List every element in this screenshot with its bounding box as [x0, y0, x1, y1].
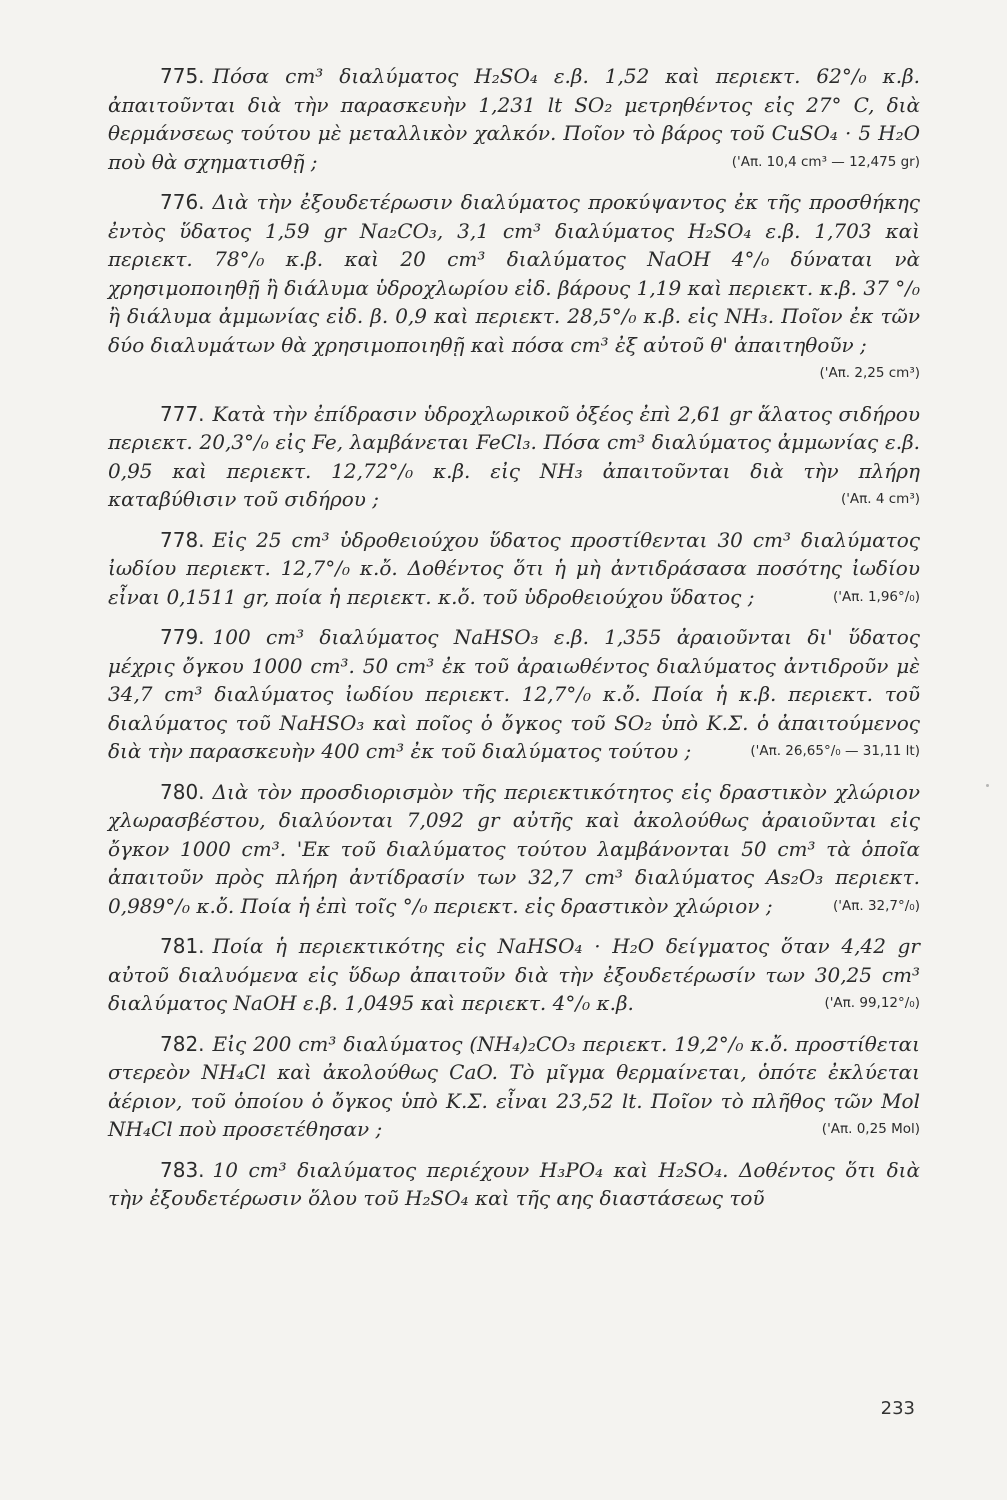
problem-text: Εἰς 200 cm³ διαλύματος (NH₄)₂CO₃ περιεκτ. 19,2°/₀ κ.ὄ. προστίθεται στερεὸν NH₄Cl καὶ ἀκολούθως CaO. Τὸ μῖγμα θερμαίνεται, ὁπότε ἐκλύεται ἀέριον, τοῦ ὁποίου ὁ ὄγκος ὑπὸ Κ.Σ. εἶναι 23,52 lt. Ποῖον τὸ πλῆθος τῶν Mol NH₄Cl ποὺ προσετέθησαν ;	[108, 1031, 920, 1141]
problem-answer: ('Απ. 32,7°/₀)	[833, 897, 920, 914]
problem-answer: ('Απ. 4 cm³)	[840, 491, 920, 507]
problem-number: 777.	[160, 401, 205, 426]
problem-text: Εἰς 25 cm³ ὑδροθειούχου ὕδατος προστίθενται 30 cm³ διαλύματος ἰωδίου περιεκτ. 12,7°/₀ κ.ὄ. Δοθέντος ὅτι ἡ μὴ ἀντιδράσασα ποσότης ἰωδίου εἶναι 0,1511 gr, ποία ἡ περιεκτ. κ.ὄ. τοῦ ὑδροθειούχου ὕδατος ;	[108, 527, 920, 609]
problem-778	[108, 526, 920, 612]
problem-number: 776.	[160, 190, 205, 214]
problem-number: 782.	[160, 1031, 205, 1056]
problem-number: 775.	[160, 64, 205, 88]
page-number: 233	[880, 1398, 915, 1419]
problem-number: 781.	[160, 934, 205, 958]
problem-782	[108, 1030, 920, 1144]
problems-list	[108, 62, 920, 1225]
problem-answer: ('Απ. 1,96°/₀)	[833, 588, 920, 605]
problem-answer: ('Απ. 0,25 Mol)	[821, 1121, 920, 1137]
problem-text: Κατὰ τὴν ἐπίδρασιν ὑδροχλωρικοῦ ὀξέος ἐπὶ 2,61 gr ἅλατος σιδήρου περιεκτ. 20,3°/₀ εἰς Fe, λαμβάνεται FeCl₃. Πόσα cm³ διαλύματος ἀμμωνίας ε.β. 0,95 καὶ περιεκτ. 12,72°/₀ κ.β. εἰς NH₃ ἀπαιτοῦνται διὰ τὴν πλήρη καταβύθισιν τοῦ σιδήρου ;	[108, 401, 920, 511]
problem-text: 10 cm³ διαλύματος περιέχουν H₃PO₄ καὶ H₂SO₄. Δοθέντος ὅτι διὰ τὴν ἐξουδετέρωσιν ὅλου τοῦ H₂SO₄ καὶ τῆς αης διαστάσεως τοῦ	[108, 1157, 920, 1210]
problem-776	[108, 188, 920, 388]
problem-answer: ('Απ. 10,4 cm³ — 12,475 gr)	[731, 153, 920, 170]
problem-text: Ποία ἡ περιεκτικότης εἰς NaHSO₄ · H₂O δείγματος ὅταν 4,42 gr αὐτοῦ διαλυόμενα εἰς ὕδωρ ἀπαιτοῦν διὰ τὴν ἐξουδετέρωσίν των 30,25 cm³ διαλύματος NaOH ε.β. 1,0495 καὶ περιεκτ. 4°/₀ κ.β.	[108, 934, 920, 1015]
problem-number: 783.	[160, 1157, 205, 1182]
problem-text: 100 cm³ διαλύματος NaHSO₃ ε.β. 1,355 ἀραιοῦνται δι' ὕδατος μέχρις ὄγκου 1000 cm³. 50 cm³ ἐκ τοῦ ἀραιωθέντος διαλύματος ἀντιδροῦν μὲ 34,7 cm³ διαλύματος ἰωδίου περιεκτ. 12,7°/₀ κ.ὄ. Ποία ἡ κ.β. περιεκτ. τοῦ διαλύματος τοῦ NaHSO₃ καὶ ποῖος ὁ ὄγκος τοῦ SO₂ ὑπὸ Κ.Σ. ὁ ἀπαιτούμενος διὰ τὴν παρασκευὴν 400 cm³ ἐκ τοῦ διαλύματος τούτου ;	[108, 625, 920, 763]
problem-text: Διὰ τὴν ἐξουδετέρωσιν διαλύματος προκύψαντος ἐκ τῆς προσθήκης ἐντὸς ὕδατος 1,59 gr Na₂CO₃, 3,1 cm³ διαλύματος H₂SO₄ ε.β. 1,703 καὶ περιεκτ. 78°/₀ κ.β. καὶ 20 cm³ διαλύματος NaOH 4°/₀ δύναται νὰ χρησιμοποιηθῇ ἢ διάλυμα ὑδροχλωρίου εἰδ. βάρους 1,19 καὶ περιεκτ. κ.β. 37 °/₀ ἢ διάλυμα ἀμμωνίας εἰδ. β. 0,9 καὶ περιεκτ. 28,5°/₀ κ.β. εἰς NH₃. Ποῖον ἐκ τῶν δύο διαλυμάτων θὰ χρησιμοποιηθῇ καὶ πόσα cm³ ἐξ αὐτοῦ θ' ἀπαιτηθοῦν ;	[108, 190, 920, 357]
problem-answer: ('Απ. 2,25 cm³)	[819, 365, 920, 381]
problem-answer: ('Απ. 99,12°/₀)	[824, 995, 920, 1011]
problem-number: 780.	[160, 779, 205, 804]
problem-text: Διὰ τὸν προσδιορισμὸν τῆς περιεκτικότητος εἰς δραστικὸν χλώριον χλωρασβέστου, διαλύονται 7,092 gr αὐτῆς καὶ ἀκολούθως ἀραιοῦνται εἰς ὄγκον 1000 cm³. 'Εκ τοῦ διαλύματος τούτου λαμβάνονται 50 cm³ τὰ ὁποῖα ἀπαιτοῦν πρὸς πλήρη ἀντίδρασίν των 32,7 cm³ διαλύματος As₂O₃ περιεκτ. 0,989°/₀ κ.ὄ. Ποία ἡ ἐπὶ τοῖς °/₀ περιεκτ. εἰς δραστικὸν χλώριον ;	[108, 779, 920, 918]
problem-number: 778.	[160, 527, 205, 552]
problem-text: Πόσα cm³ διαλύματος H₂SO₄ ε.β. 1,52 καὶ περιεκτ. 62°/₀ κ.β. ἀπαιτοῦνται διὰ τὴν παρασκευὴν 1,231 lt SO₂ μετρηθέντος εἰς 27° C, διὰ θερμάνσεως τούτου μὲ μεταλλικὸν χαλκόν. Ποῖον τὸ βάρος τοῦ CuSO₄ · 5 H₂O ποὺ θὰ σχηματισθῇ ;	[108, 64, 920, 174]
scan-speck	[986, 784, 989, 787]
problem-number: 779.	[160, 625, 205, 649]
problem-783	[108, 1156, 920, 1213]
problem-777	[108, 400, 920, 514]
problem-775	[108, 62, 920, 176]
problem-779	[108, 623, 920, 766]
problem-answer: ('Απ. 26,65°/₀ — 31,11 lt)	[750, 743, 920, 759]
problem-780	[108, 778, 920, 921]
problem-781	[108, 932, 920, 1018]
